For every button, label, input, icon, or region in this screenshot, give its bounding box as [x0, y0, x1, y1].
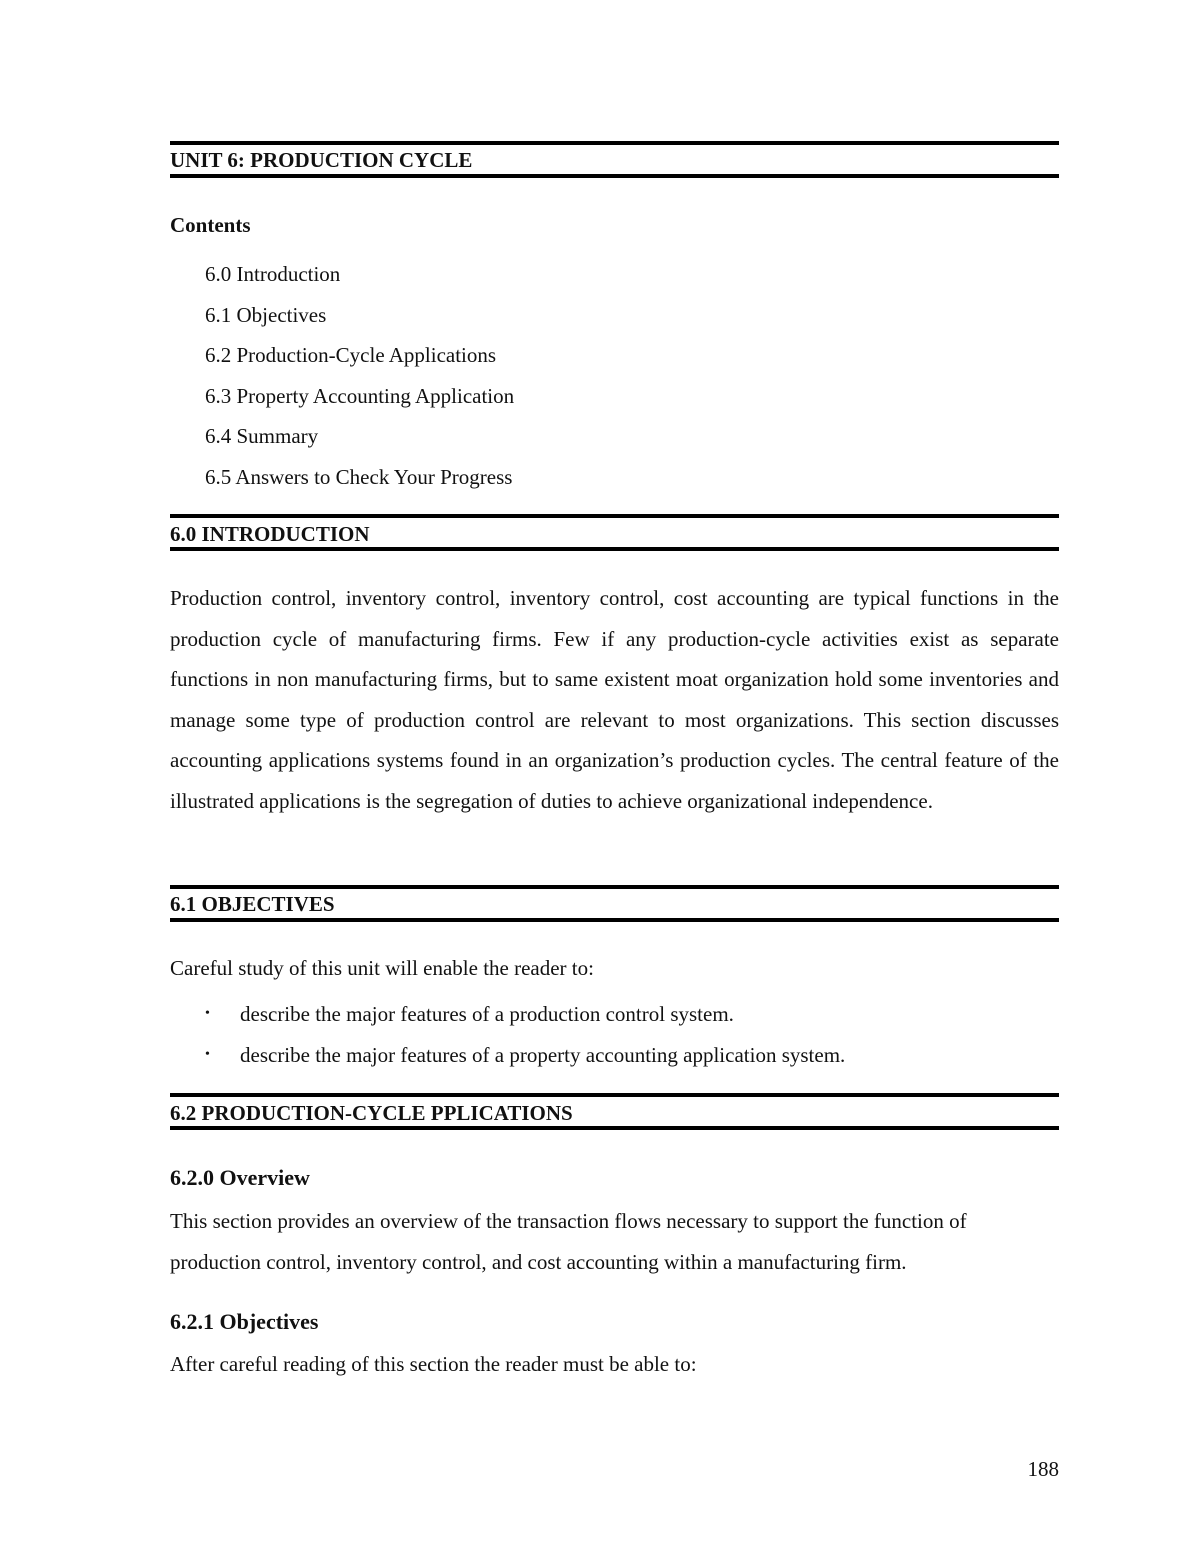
objectives-list [170, 994, 845, 1075]
toc-item: 6.5 Answers to Check Your Progress [205, 464, 513, 489]
introduction-bottom-rule [170, 547, 1059, 551]
introduction-top-rule [170, 514, 1059, 518]
document-page [170, 0, 1059, 1553]
overview-heading: 6.2.0 Overview [170, 1165, 310, 1190]
toc-item: 6.3 Property Accounting Application [205, 383, 515, 408]
section-objectives-paragraph: After careful reading of this section the reader must be able to: [170, 1352, 697, 1376]
list-item [170, 994, 845, 1035]
toc-item: 6.0 Introduction [205, 262, 341, 286]
toc-item: 6.1 Objectives [205, 302, 327, 327]
production-cycle-top-rule [170, 1093, 1059, 1097]
list-item-text: describe the major features of a property accounting application system. [240, 1042, 846, 1067]
overview-paragraph: This section provides an overview of the transaction flows necessary to support the function of production control, inventory control, and cost accounting within a manufacturing firm. [170, 1209, 967, 1274]
objectives-bottom-rule [170, 918, 1059, 922]
bullet-icon: • [205, 1006, 210, 1021]
table-of-contents [205, 254, 514, 498]
unit-title-bottom-rule [170, 174, 1059, 178]
objectives-heading: 6.1 OBJECTIVES [170, 892, 335, 916]
objectives-intro: Careful study of this unit will enable the reader to: [170, 956, 594, 980]
list-item [170, 1035, 845, 1076]
toc-item: 6.4 Summary [205, 424, 319, 449]
toc-item: 6.2 Production-Cycle Applications [205, 343, 497, 368]
introduction-paragraph: Production control, inventory control, inventory control, cost accounting are typical functions in the production cycle of manufacturing firms. Few if any production-cycle activities exist as separate functions in non manufacturing firms, but to same existent moat organization hold some inventories and manage some type of production control are relevant to most organizations. This section discusses accounting applications systems found in an organization’s production cycles. The central feature of the illustrated applications is the segregation of duties to achieve organizational independence. [170, 586, 1059, 813]
introduction-heading: 6.0 INTRODUCTION [170, 522, 370, 546]
page-number: 188 [1027, 1457, 1059, 1481]
contents-title: Contents [170, 213, 251, 237]
list-item-text: describe the major features of a production control system. [240, 1002, 734, 1026]
top-rule [170, 141, 1059, 145]
bullet-icon: • [205, 1046, 210, 1062]
production-cycle-bottom-rule [170, 1126, 1059, 1130]
production-cycle-heading: 6.2 PRODUCTION-CYCLE PPLICATIONS [170, 1101, 573, 1125]
section-objectives-heading: 6.2.1 Objectives [170, 1309, 319, 1334]
objectives-top-rule [170, 885, 1059, 889]
unit-title: UNIT 6: PRODUCTION CYCLE [170, 148, 473, 172]
